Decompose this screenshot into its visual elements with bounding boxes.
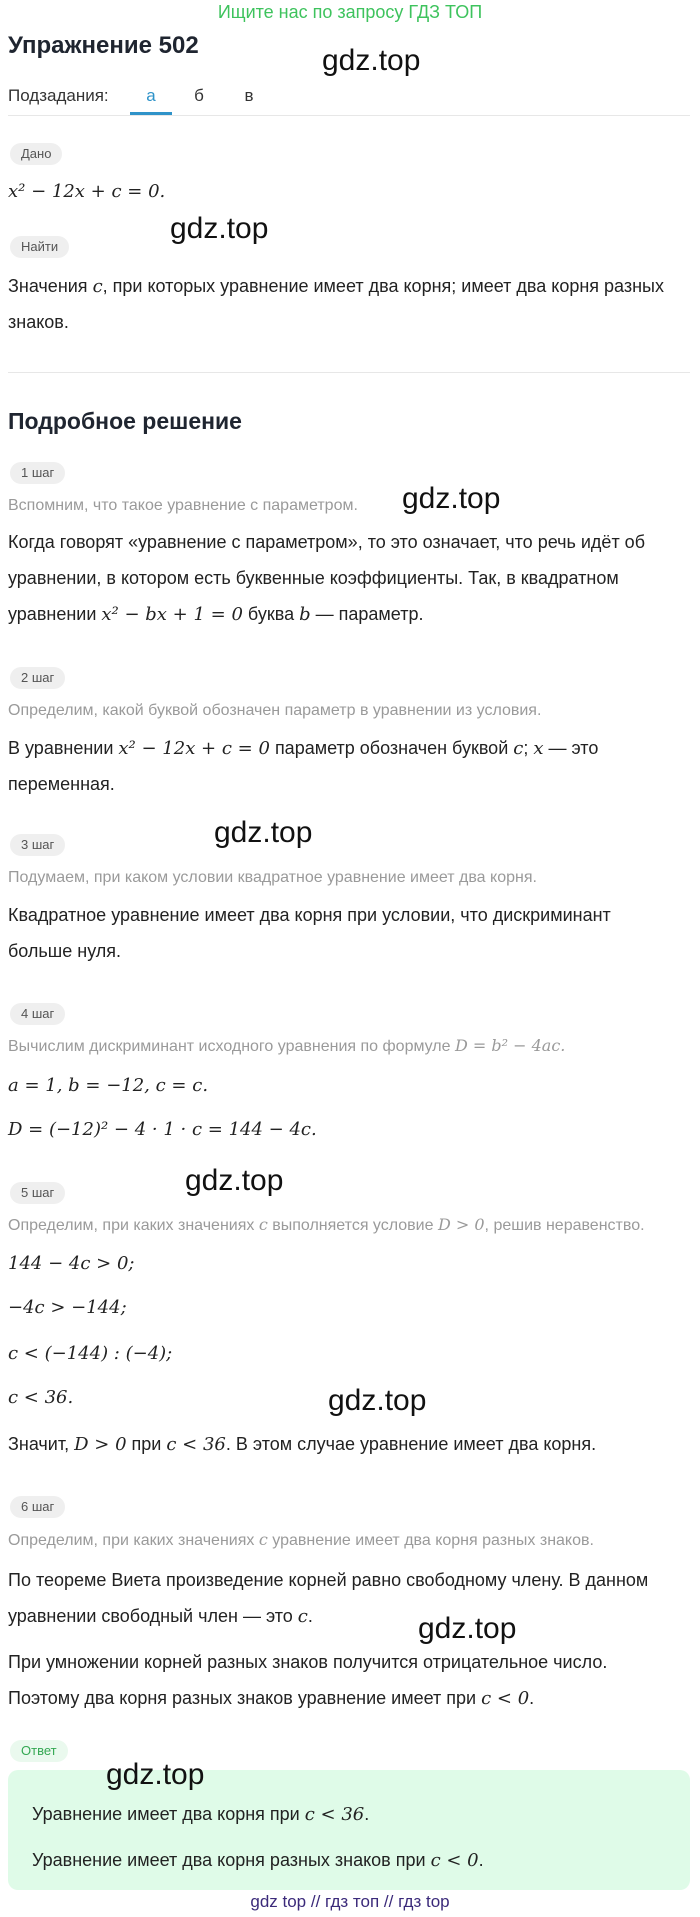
tab-a[interactable]: а [146, 86, 156, 105]
step2-hint: Определим, какой буквой обозначен параметр в уравнении из условия. [8, 702, 542, 719]
step5-text: при [126, 1434, 167, 1454]
step4-coefficients: a = 1, b = −12, c = c. [8, 1075, 209, 1096]
step6-chip: 6 шаг [10, 1496, 65, 1518]
watermark: gdz.top [106, 1758, 205, 1791]
footer-links [0, 1890, 700, 1914]
divider [8, 372, 690, 373]
step5-hint-text: Определим, при каких значениях [8, 1217, 259, 1234]
step6-var: c [297, 1606, 308, 1627]
answer-condition: c < 36 [304, 1804, 365, 1825]
step2-var: x [533, 738, 544, 759]
step5-chip: 5 шаг [10, 1182, 65, 1204]
step6-line2 [8, 1598, 688, 1635]
step5-inequality-2: −4c > −144; [8, 1297, 127, 1318]
watermark: gdz.top [328, 1384, 427, 1417]
given-equation: x² − 12x + c = 0. [8, 181, 166, 202]
watermark: gdz.top [322, 44, 421, 77]
step5-hint-text: выполняется условие [267, 1217, 438, 1234]
step5-condition: c < 36 [166, 1434, 226, 1455]
watermark: gdz.top [185, 1164, 284, 1197]
page-title: Упражнение 502 [8, 32, 199, 59]
answer-text: . [364, 1804, 370, 1824]
step6-text: Поэтому два корня разных знаков уравнение имеет при [8, 1688, 482, 1708]
find-text-line2: знаков. [8, 312, 69, 332]
footer-link[interactable]: гдз top [398, 1892, 450, 1911]
step2-text: параметр обозначен буквой [269, 738, 514, 758]
step6-hint [8, 1529, 688, 1552]
answer-text: . [478, 1850, 484, 1870]
step1-var: b [299, 604, 311, 625]
step2-chip: 2 шаг [10, 667, 65, 689]
step6-hint-var: c [258, 1530, 268, 1549]
answer-line-2 [32, 1845, 484, 1876]
step1-chip: 1 шаг [10, 462, 65, 484]
given-chip: Дано [10, 143, 62, 165]
step2-line1 [8, 730, 688, 767]
step5-inequality-1: 144 − 4c > 0; [8, 1253, 135, 1274]
step1-equation: x² − bx + 1 = 0 [101, 604, 243, 625]
step5-hint-text: , решив неравенство. [484, 1217, 645, 1234]
step5-inequality-3: c < (−144) : (−4); [8, 1343, 173, 1364]
step4-discriminant: D = (−12)² − 4 · 1 · c = 144 − 4c. [8, 1119, 317, 1140]
step2-text: В уравнении [8, 738, 119, 758]
footer-link[interactable]: gdz top [250, 1892, 307, 1911]
step5-hint-var: c [258, 1215, 268, 1234]
step6-line4 [8, 1680, 688, 1717]
watermark: gdz.top [402, 482, 501, 515]
watermark: gdz.top [418, 1612, 517, 1645]
step6-line3: При умножении корней разных знаков получится отрицательное число. [8, 1652, 608, 1672]
step3-line1: Квадратное уравнение имеет два корня при условии, что дискриминант [8, 905, 611, 925]
step5-conclusion [8, 1426, 688, 1463]
step2-text: — это [543, 738, 599, 758]
step1-text: — параметр. [310, 604, 424, 624]
step2-var: c [513, 738, 524, 759]
step6-text: . [307, 1606, 313, 1626]
find-text: , при которых уравнение имеет два корня; имеет два корня разных [102, 276, 664, 296]
search-hint-link[interactable]: Ищите нас по запросу ГДЗ ТОП [217, 2, 483, 22]
step5-hint [8, 1214, 688, 1237]
step1-line1: Когда говорят «уравнение с параметром», то это означает, что речь идёт об [8, 532, 646, 552]
step4-hint [8, 1035, 688, 1058]
step6-line1: По теореме Виета произведение корней равно свободному члену. В данном [8, 1570, 649, 1590]
subtasks-label: Подзадания: [8, 86, 109, 105]
step6-text: . [529, 1688, 535, 1708]
step6-text: уравнении свободный член — это [8, 1606, 298, 1626]
step5-text: Значит, [8, 1434, 75, 1454]
step4-hint-formula: D = b² − 4ac. [454, 1036, 566, 1055]
answer-line-1 [32, 1799, 369, 1830]
divider [8, 115, 690, 116]
step5-text: . В этом случае уравнение имеет два корня. [225, 1434, 597, 1454]
step1-line3 [8, 596, 688, 633]
step2-equation: x² − 12x + c = 0 [118, 738, 270, 759]
step2-text: ; [523, 738, 534, 758]
step1-text: уравнении [8, 604, 102, 624]
step5-condition: D > 0 [74, 1434, 127, 1455]
watermark: gdz.top [170, 212, 269, 245]
tab-b[interactable]: б [194, 86, 204, 105]
step2-line2: переменная. [8, 774, 115, 794]
solution-title: Подробное решение [8, 408, 242, 434]
find-chip: Найти [10, 236, 69, 258]
step3-hint: Подумаем, при каком условии квадратное уравнение имеет два корня. [8, 869, 537, 886]
step6-condition: c < 0 [481, 1688, 530, 1709]
step4-hint-text: Вычислим дискриминант исходного уравнения по формуле [8, 1038, 455, 1055]
find-var: c [92, 276, 103, 297]
answer-chip: Ответ [10, 1740, 68, 1762]
find-text-line1 [8, 268, 688, 305]
answer-condition: c < 0 [430, 1850, 479, 1871]
watermark: gdz.top [214, 816, 313, 849]
footer-separator: // [310, 1892, 321, 1911]
step5-hint-condition: D > 0 [437, 1215, 485, 1234]
find-text: Значения [8, 276, 93, 296]
footer-link[interactable]: гдз топ [325, 1892, 380, 1911]
tab-v[interactable]: в [244, 86, 254, 105]
step6-hint-text: уравнение имеет два корня разных знаков. [267, 1532, 594, 1549]
step5-inequality-4: c < 36. [8, 1387, 74, 1408]
footer-separator: // [383, 1892, 394, 1911]
step1-hint: Вспомним, что такое уравнение с параметром. [8, 497, 358, 514]
answer-text: Уравнение имеет два корня разных знаков при [32, 1850, 431, 1870]
step1-text: буква [242, 604, 300, 624]
step3-line2: больше нуля. [8, 941, 122, 961]
step4-chip: 4 шаг [10, 1003, 65, 1025]
step3-chip: 3 шаг [10, 834, 65, 856]
step6-hint-text: Определим, при каких значениях [8, 1532, 259, 1549]
answer-text: Уравнение имеет два корня при [32, 1804, 305, 1824]
step1-line2: уравнении, в котором есть буквенные коэффициенты. Так, в квадратном [8, 568, 619, 588]
